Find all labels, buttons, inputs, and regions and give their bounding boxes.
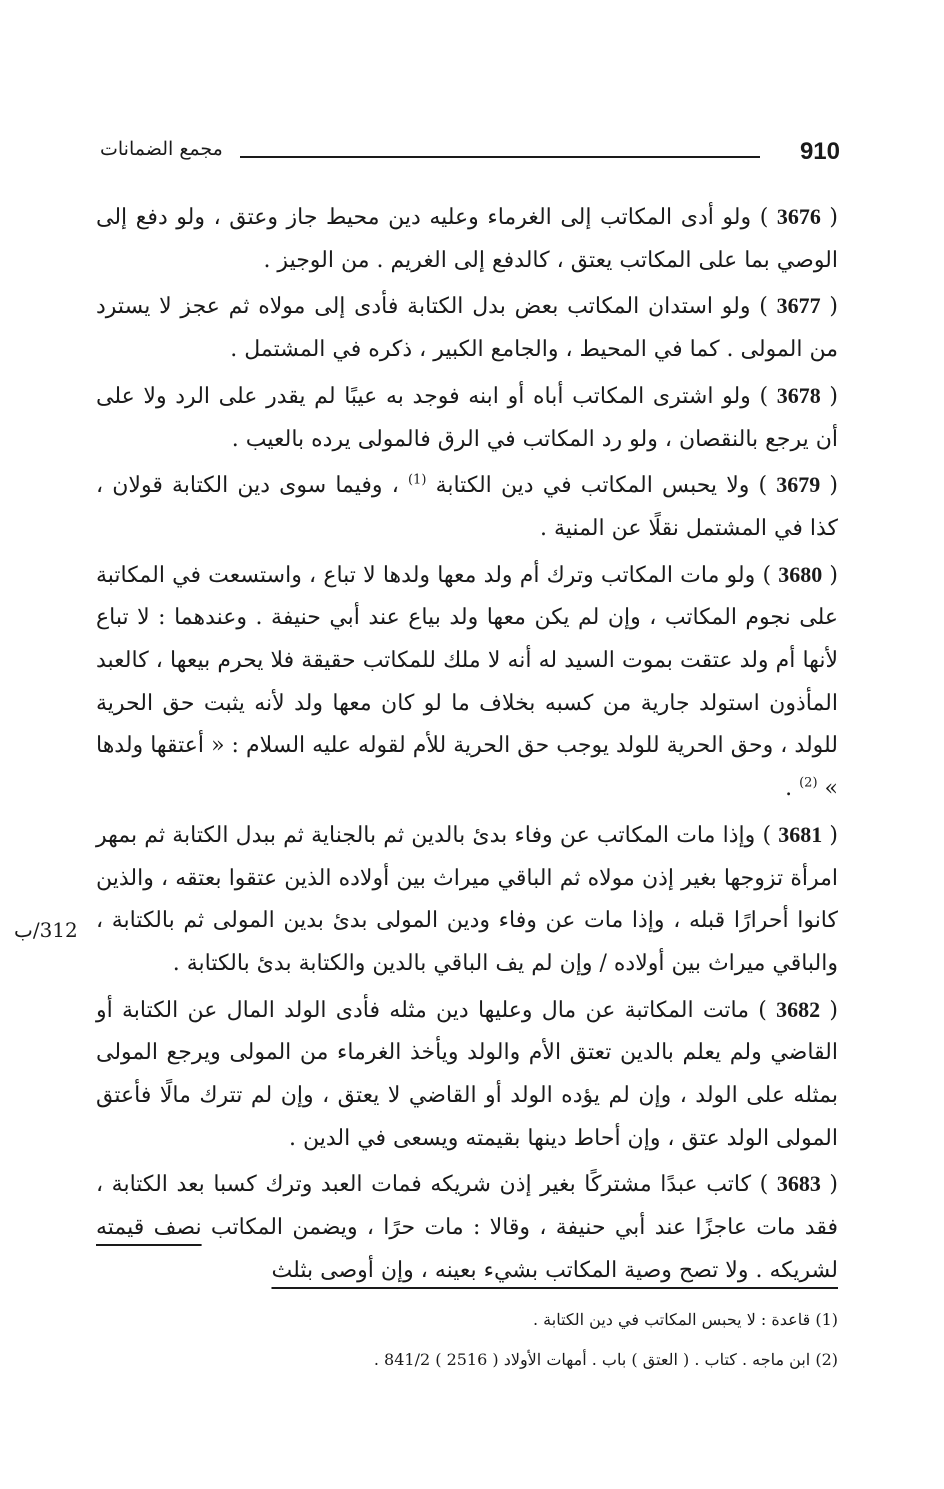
entry-text: ولا يحبس المكاتب في دين الكتابة	[435, 473, 750, 499]
footnote-ref[interactable]: (2)	[799, 775, 818, 791]
entry-text: ولو استدان المكاتب بعض بدل الكتابة فأدى إلى مولاه ثم عجز لا يسترد من المولى . كما في المحيط ، والجامع الكبير ، ذكره في المشتمل .	[96, 294, 838, 363]
entry-3682: ( 3682 ) ماتت المكاتبة عن مال وعليها دين مثله فأدى الولد المال عن الكتابة أو القاضي ولم يعلم بالدين تعتق الأم والولد ويأخذ الغرماء من المولى ويرجع المولى بمثله على الولد ، وإن لم يؤده الولد أو القاضي لا يعتق ، وإن لم تترك مالًا فأعتق المولى الولد عتق ، وإن أحاط دينها بقيمته ويسعى في الدين .	[96, 996, 838, 1151]
entry-3683: ( 3683 ) كاتب عبدًا مشتركًا بغير إذن شريكه فمات العبد وترك كسبا بعد الكتابة ، فقد مات عاجزًا عند أبي حنيفة ، وقالا : مات حرًا ، ويضمن المكاتب نصف قيمته لشريكه . ولا تصح وصية المكاتب بشيء بعينه ، وإن أوصى بثلث	[96, 1171, 838, 1283]
footnote-2: (2) ابن ماجه . كتاب . ( العتق ) باب . أمهات الأولاد ( 2516 ) 841/2 .	[373, 1350, 838, 1369]
entry-number: 3679	[776, 472, 821, 498]
running-title: مجمع الضمانات	[100, 138, 223, 160]
header-rule	[240, 156, 760, 158]
entry-text: ولو اشترى المكاتب أباه أو ابنه فوجد به عيبًا لم يقدر على الرد ولا على أن يرجع بالنقصان ، ولو رد المكاتب في الرق فالمولى يرده بالعيب .	[96, 383, 838, 452]
entry-number: 3681	[778, 821, 823, 847]
entry-text: كاتب عبدًا مشتركًا بغير إذن شريكه فمات العبد وترك كسبا بعد الكتابة ، فقد مات عاجزًا عند أبي حنيفة ، وقالا : مات حرًا ، ويضمن المكاتب	[96, 1172, 838, 1241]
entry-3679: ( 3679 ) ولا يحبس المكاتب في دين الكتابة $^{(1)}$ ، وفيما سوى دين الكتابة قولان ، كذا في المشتمل نقلًا عن المنية .	[96, 472, 838, 541]
page-number: 910	[799, 138, 840, 165]
page-header	[100, 136, 840, 176]
entry-3676: ( 3676 ) ولو أدى المكاتب إلى الغرماء وعليه دين محيط جاز وعتق ، ولو دفع إلى الوصي بما على المكاتب يعتق ، كالدفع إلى الغريم . من الوجيز .	[96, 204, 838, 273]
footnotes	[200, 1300, 838, 1380]
entry-number: 3676	[776, 204, 821, 229]
entry-number: 3677	[776, 293, 821, 319]
entry-text-continued: .	[785, 776, 793, 802]
entry-text: ولو أدى المكاتب إلى الغرماء وعليه دين محيط جاز وعتق ، ولو دفع إلى الوصي بما على المكاتب يعتق ، كالدفع إلى الغريم . من الوجيز .	[96, 205, 838, 273]
entry-text: ماتت المكاتبة عن مال وعليها دين مثله فأدى الولد المال عن الكتابة أو القاضي ولم يعلم بالدين تعتق الأم والولد ويأخذ الغرماء من المولى ويرجع المولى بمثله على الولد ، وإن لم يؤده الولد أو القاضي لا يعتق ، وإن لم تترك مالًا فأعتق المولى الولد عتق ، وإن أحاط دينها بقيمته ويسعى في الدين .	[96, 997, 838, 1151]
margin-folio-note: 312/ب	[14, 918, 78, 942]
entry-text: ولو مات المكاتب وترك أم ولد معها ولدها لا تباع ، واستسعت في المكاتبة على نجوم المكاتب ، وإن لم يكن معها ولد بياع عند أبي حنيفة . وعندهما : لا تباع لأنها أم ولد عتقت بموت السيد له أنه لا ملك للمكاتب حقيقة فلا يحرم بيعها ، كالعبد المأذون استولد جارية من كسبه بخلاف ما لو كان معها ولد لأنه يثبت حق الحرية للولد ، وحق الحرية للولد يوجب حق الحرية للأم لقوله عليه السلام : « أعتقها ولدها »	[96, 562, 838, 802]
entry-number: 3682	[776, 996, 821, 1022]
main-text	[96, 196, 838, 1296]
entry-text-continued: ، وفيما سوى دين الكتابة قولان ، كذا في المشتمل نقلًا عن المنية .	[96, 473, 838, 541]
entry-3677: ( 3677 ) ولو استدان المكاتب بعض بدل الكتابة فأدى إلى مولاه ثم عجز لا يسترد من المولى . كما في المحيط ، والجامع الكبير ، ذكره في المشتمل .	[96, 293, 838, 363]
entry-3680: ( 3680 ) ولو مات المكاتب وترك أم ولد معها ولدها لا تباع ، واستسعت في المكاتبة على نجوم المكاتب ، وإن لم يكن معها ولد بياع عند أبي حنيفة . وعندهما : لا تباع لأنها أم ولد عتقت بموت السيد له أنه لا ملك للمكاتب حقيقة فلا يحرم بيعها ، كالعبد المأذون استولد جارية من كسبه بخلاف ما لو كان معها ولد لأنه يثبت حق الحرية للولد ، وحق الحرية للولد يوجب حق الحرية للأم لقوله عليه السلام : « أعتقها ولدها » $^{(2)}$ .	[96, 561, 838, 802]
entry-3681: ( 3681 ) وإذا مات المكاتب عن وفاء بدئ بالدين ثم بالجناية ثم ببدل الكتابة ثم بمهر امرأة تزوجها بغير إذن مولاه ثم الباقي ميراث بين أولاده الذين عتقوا بعتقه ، والذين كانوا أحرارًا قبله ، وإذا مات عن وفاء ودين المولى بدئ بدين المولى ثم بالكتابة ، والباقي ميراث بين أولاده / وإن لم يف الباقي بالدين والكتابة بدئ بالكتابة .	[96, 821, 838, 976]
entry-number: 3683	[776, 1171, 821, 1197]
entry-text: وإذا مات المكاتب عن وفاء بدئ بالدين ثم بالجناية ثم ببدل الكتابة ثم بمهر امرأة تزوجها بغير إذن مولاه ثم الباقي ميراث بين أولاده الذين عتقوا بعتقه ، والذين كانوا أحرارًا قبله ، وإذا مات عن وفاء ودين المولى بدئ بدين المولى ثم بالكتابة ، والباقي ميراث بين أولاده / وإن لم يف الباقي بالدين والكتابة بدئ بالكتابة .	[96, 822, 838, 976]
entry-number: 3678	[776, 382, 821, 408]
footnote-ref[interactable]: (1)	[407, 472, 427, 488]
footnote-1: (1) قاعدة : لا يحبس المكاتب في دين الكتابة .	[533, 1310, 838, 1329]
entry-number: 3680	[778, 561, 823, 587]
entry-3678: ( 3678 ) ولو اشترى المكاتب أباه أو ابنه فوجد به عيبًا لم يقدر على الرد ولا على أن يرجع بالنقصان ، ولو رد المكاتب في الرق فالمولى يرده بالعيب .	[96, 382, 838, 452]
entry-text-underlined: نصف قيمته لشريكه . ولا تصح وصية المكاتب بشيء بعينه ، وإن أوصى بثلث	[96, 1215, 838, 1283]
